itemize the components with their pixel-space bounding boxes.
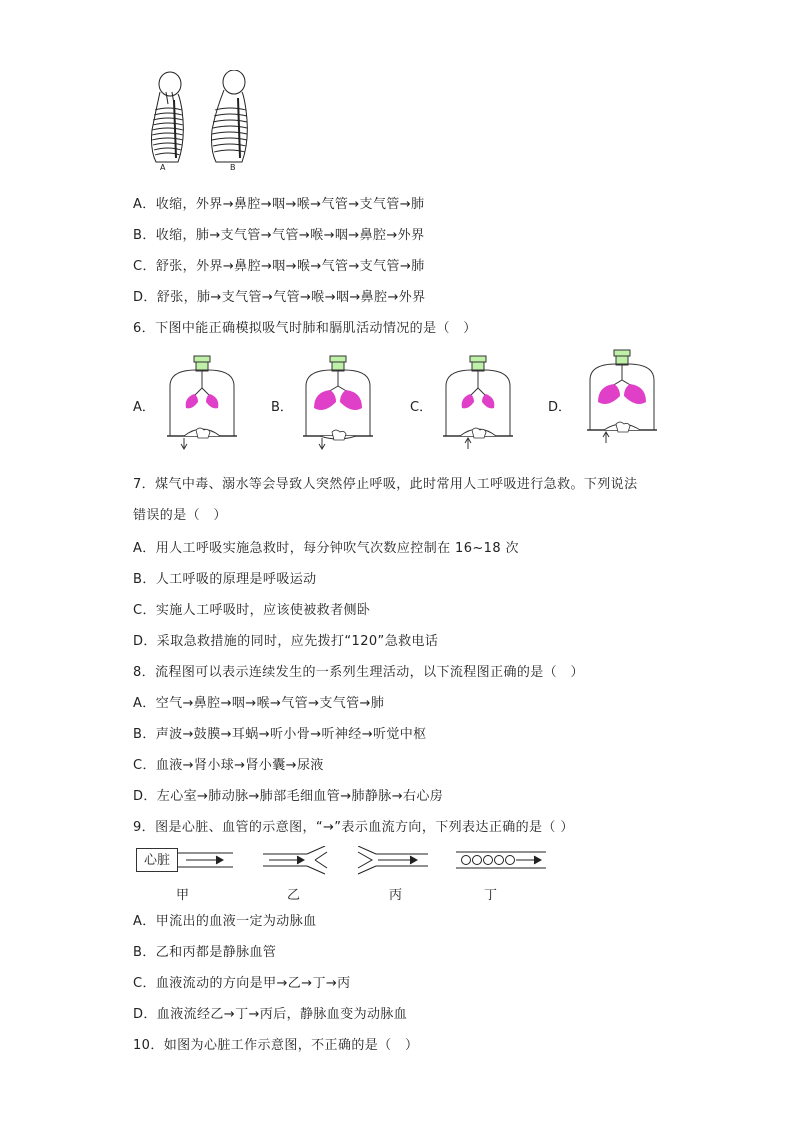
q6-question: 6．下图中能正确模拟吸气时肺和膈肌活动情况的是（ ） [133,321,477,336]
q6-option-d-label: D． [548,400,572,415]
vessel-label-jia: 甲 [176,888,190,903]
vessel-yi [263,846,327,874]
q9-option-d: D．血液流经乙→丁→丙后，静脉血变为动脉血 [133,1007,408,1022]
q7-option-c: C．实施人工呼吸时，应该使被救者侧卧 [133,603,371,618]
q7-question-line2: 错误的是（ ） [133,508,227,523]
thorax-label-a: A [160,163,166,172]
bell-jar-a [162,352,242,452]
q7-question-line1: 7．煤气中毒、溺水等会导致人突然停止呼吸，此时常用人工呼吸进行急救。下列说法 [133,477,638,492]
thorax-label-b: B [230,163,236,172]
thorax-b-drawing [212,70,248,162]
q5-option-c: C．舒张，外界→鼻腔→咽→喉→气管→支气管→肺 [133,259,425,274]
bell-jar-c [438,352,518,452]
thorax-figure [138,70,268,175]
q8-option-d: D．左心室→肺动脉→肺部毛细血管→肺静脉→右心房 [133,789,444,804]
q7-option-d: D．采取急救措施的同时，应先拨打“120”急救电话 [133,634,439,649]
q7-option-a: A．用人工呼吸实施急救时，每分钟吹气次数应控制在 16~18 次 [133,541,519,556]
bell-jar-d [582,346,662,446]
q7-option-b: B．人工呼吸的原理是呼吸运动 [133,572,317,587]
q9-option-c: C．血液流动的方向是甲→乙→丁→丙 [133,976,351,991]
q5-option-d: D．舒张，肺→支气管→气管→喉→咽→鼻腔→外界 [133,290,426,305]
q6-option-b-label: B． [271,400,293,415]
vessel-bing [358,846,428,874]
q8-question: 8．流程图可以表示连续发生的一系列生理活动，以下流程图正确的是（ ） [133,665,584,680]
q9-option-b: B．乙和丙都是静脉血管 [133,945,277,960]
bell-jar-b [298,352,378,452]
vessel-jia [178,853,233,867]
q5-option-a: A．收缩，外界→鼻腔→咽→喉→气管→支气管→肺 [133,197,425,212]
vessel-diagram [178,846,558,876]
q9-option-a: A．甲流出的血液一定为动脉血 [133,914,317,929]
vessel-label-bing: 丙 [389,888,403,903]
q5-option-b: B．收缩，肺→支气管→气管→喉→咽→鼻腔→外界 [133,228,425,243]
q6-option-a-label: A． [133,400,155,415]
q8-option-c: C．血液→肾小球→肾小囊→尿液 [133,758,324,773]
thorax-a-drawing [152,72,184,162]
q10-question: 10．如图为心脏工作示意图，不正确的是（ ） [133,1038,419,1053]
vessel-ding [456,852,546,868]
q9-question: 9．图是心脏、血管的示意图，“→”表示血流方向，下列表达正确的是（ ） [133,820,574,835]
q8-option-a: A．空气→鼻腔→咽→喉→气管→支气管→肺 [133,696,385,711]
q6-option-c-label: C． [410,400,433,415]
vessel-label-yi: 乙 [287,888,301,903]
heart-box: 心脏 [136,848,178,872]
q8-option-b: B．声波→鼓膜→耳蜗→听小骨→听神经→听觉中枢 [133,727,427,742]
vessel-label-ding: 丁 [484,888,498,903]
